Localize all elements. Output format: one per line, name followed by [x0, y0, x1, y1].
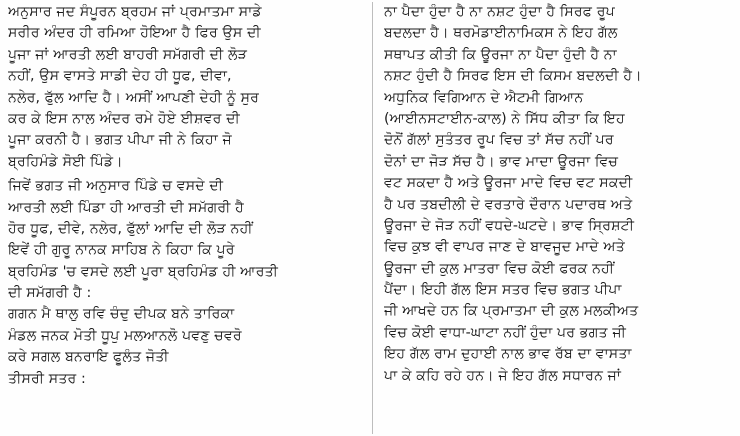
right-line-4: ਨਸ਼ਟ ਹੁੰਦੀ ਹੈ ਸਿਰਫ ਇਸ ਦੀ ਕਿਸਮ ਬਦਲਦੀ ਹੈ। — [384, 68, 642, 85]
right-line-14: ਪੈਂਦਾ। ਇਹੀ ਗੱਲ ਇਸ ਸਤਰ ਵਿਚ ਭਗਤ ਪੀਪਾ — [384, 282, 622, 299]
left-line-8: ਬ੍ਰਹਿਮੰਡੇ ਸੋਈ ਪਿੰਡੇ। — [8, 153, 123, 170]
left-line-12: ਇਵੇਂ ਹੀ ਗੁਰੂ ਨਾਨਕ ਸਾਹਿਬ ਨੇ ਕਿਹਾ ਕਿ ਪੂਰੇ — [8, 242, 235, 259]
right-line-11: ਊਰਜਾ ਦੇ ਜੋੜ ਨਹੀਂ ਵਧਦੇ-ਘਟਦੇ। ਭਾਵ ਸ੍ਰਿਸ਼ਟੀ — [384, 217, 635, 234]
column-divider — [372, 2, 373, 434]
right-line-6: (ਆਈਨਸਟਾਈਨ-ਕਾਲ) ਨੇ ਸਿੱਧ ਕੀਤਾ ਕਿ ਇਹ — [384, 110, 625, 127]
left-line-11: ਹੋਰ ਧੂਫ, ਦੀਵੇ, ਨਲੇਰ, ਫੁੱਲਾਂ ਆਦਿ ਦੀ ਲੋੜ ਨਹੀਂ — [8, 220, 253, 237]
left-line-17: ਕਰੇ ਸਗਲ ਬਨਰਾਇ ਫੂਲੰਤ ਜੋਤੀ — [8, 349, 169, 366]
right-line-17: ਇਹ ਗੱਲ ਰਾਮ ਦੁਹਾਈ ਨਾਲ ਭਾਵ ਰੱਬ ਦਾ ਵਾਸਤਾ — [384, 346, 632, 363]
left-line-16: ਮੰਡਲ ਜਨਕ ਮੋਤੀ ਧੂਪੁ ਮਲਆਨਲੋ ਪਵਣੁ ਚਵਰੋ — [8, 327, 242, 344]
left-line-13: ਬ੍ਰਹਿਮੰਡ 'ਚ ਵਸਦੇ ਲਈ ਪੂਰਾ ਬ੍ਰਹਿਮੰਡ ਹੀ ਆਰਤੀ — [8, 263, 279, 280]
right-line-5: ਅਧੁਨਿਕ ਵਿਗਿਆਨ ਦੇ ਐਟਮੀ ਗਿਆਨ — [384, 89, 584, 106]
right-text-column — [384, 2, 734, 436]
left-line-7: ਪੂਜਾ ਕਰਨੀ ਹੈ। ਭਗਤ ਪੀਪਾ ਜੀ ਨੇ ਕਿਹਾ ਜੋ — [8, 132, 232, 149]
left-line-5: ਨਲੇਰ, ਫੁੱਲ ਆਦਿ ਹੈ। ਅਸੀਂ ਆਪਣੀ ਦੇਹੀ ਨੂੰ ਸੁਰ — [8, 89, 260, 106]
left-line-1: ਅਨੁਸਾਰ ਜਦ ਸੰਪੂਰਨ ਬ੍ਰਹਮ ਜਾਂ ਪ੍ਰਮਾਤਮਾ ਸਾਡੇ — [8, 4, 262, 20]
left-line-10: ਆਰਤੀ ਲਈ ਪਿੰਡਾ ਹੀ ਆਰਤੀ ਦੀ ਸਮੱਗਰੀ ਹੈ — [8, 199, 244, 216]
left-line-15: ਗਗਨ ਮੈ ਥਾਲੁ ਰਵਿ ਚੰਦੁ ਦੀਪਕ ਬਨੇ ਤਾਰਿਕਾ — [8, 306, 235, 323]
right-line-1: ਨਾ ਪੈਦਾ ਹੁੰਦਾ ਹੈ ਨਾ ਨਸ਼ਟ ਹੁੰਦਾ ਹੈ ਸਿਰਫ ਰੂਪ — [384, 4, 615, 20]
right-line-10: ਹੈ ਪਰ ਤਬਦੀਲੀ ਦੇ ਵਰਤਾਰੇ ਦੌਰਾਨ ਪਦਾਰਥ ਅਤੇ — [384, 196, 633, 213]
right-line-2: ਬਦਲਦਾ ਹੈ। ਥਰਮੋਡਾਈਨਾਮਿਕਸ ਨੇ ਇਹ ਗੱਲ — [384, 25, 618, 42]
right-line-3: ਸਥਾਪਤ ਕੀਤੀ ਕਿ ਊਰਜਾ ਨਾ ਪੈਦਾ ਹੁੰਦੀ ਹੈ ਨਾ — [384, 46, 617, 63]
right-line-12: ਵਿਚ ਕੁਝ ਵੀ ਵਾਪਰ ਜਾਣ ਦੇ ਬਾਵਜੂਦ ਮਾਦੇ ਅਤੇ — [384, 239, 625, 256]
left-line-9: ਜਿਵੇਂ ਭਗਤ ਜੀ ਅਨੁਸਾਰ ਪਿੰਡੇ ਚ ਵਸਦੇ ਦੀ — [8, 178, 224, 195]
right-line-8: ਦੋਨਾਂ ਦਾ ਜੋੜ ਸੱਚ ਹੈ। ਭਾਵ ਮਾਦਾ ਊਰਜਾ ਵਿਚ — [384, 153, 619, 170]
left-line-3: ਪੂਜਾ ਜਾਂ ਆਰਤੀ ਲਈ ਬਾਹਰੀ ਸਮੱਗਰੀ ਦੀ ਲੋੜ — [8, 46, 248, 63]
left-line-18: ਤੀਸਰੀ ਸਤਰ : — [8, 370, 86, 387]
right-line-16: ਵਿਚ ਕੋਈ ਵਾਧਾ-ਘਾਟਾ ਨਹੀਂ ਹੁੰਦਾ ਪਰ ਭਗਤ ਜੀ — [384, 324, 626, 341]
left-line-2: ਸਰੀਰ ਅੰਦਰ ਹੀ ਰਮਿਆ ਹੋਇਆ ਹੈ ਫਿਰ ਉਸ ਦੀ — [8, 25, 261, 42]
left-line-6: ਕਰ ਕੇ ਇਸ ਨਾਲ ਅੰਦਰ ਰਮੇ ਹੋਏ ਈਸ਼ਵਰ ਦੀ — [8, 110, 240, 127]
right-line-13: ਊਰਜਾ ਦੀ ਕੁਲ ਮਾਤਰਾ ਵਿਚ ਕੋਈ ਫਰਕ ਨਹੀਂ — [384, 260, 615, 277]
left-text-column — [8, 2, 360, 436]
right-line-7: ਦੋਨੋਂ ਗੱਲਾਂ ਸੁਤੰਤਰ ਰੂਪ ਵਿਚ ਤਾਂ ਸੱਚ ਨਹੀਂ ਪਰ — [384, 132, 614, 149]
left-line-14: ਦੀ ਸਮੱਗਰੀ ਹੈ : — [8, 285, 92, 302]
left-line-4: ਨਹੀਂ, ਉਸ ਵਾਸਤੇ ਸਾਡੀ ਦੇਹ ਹੀ ਧੂਫ, ਦੀਵਾ, — [8, 68, 232, 85]
right-line-15: ਜੀ ਆਖਦੇ ਹਨ ਕਿ ਪ੍ਰਮਾਤਮਾ ਦੀ ਕੁਲ ਮਲਕੀਅਤ — [384, 303, 639, 320]
right-line-18: ਪਾ ਕੇ ਕਹਿ ਰਹੇ ਹਨ। ਜੇ ਇਹ ਗੱਲ ਸਧਾਰਨ ਜਾਂ — [384, 367, 622, 384]
right-line-9: ਵਟ ਸਕਦਾ ਹੈ ਅਤੇ ਊਰਜਾ ਮਾਦੇ ਵਿਚ ਵਟ ਸਕਦੀ — [384, 175, 633, 192]
